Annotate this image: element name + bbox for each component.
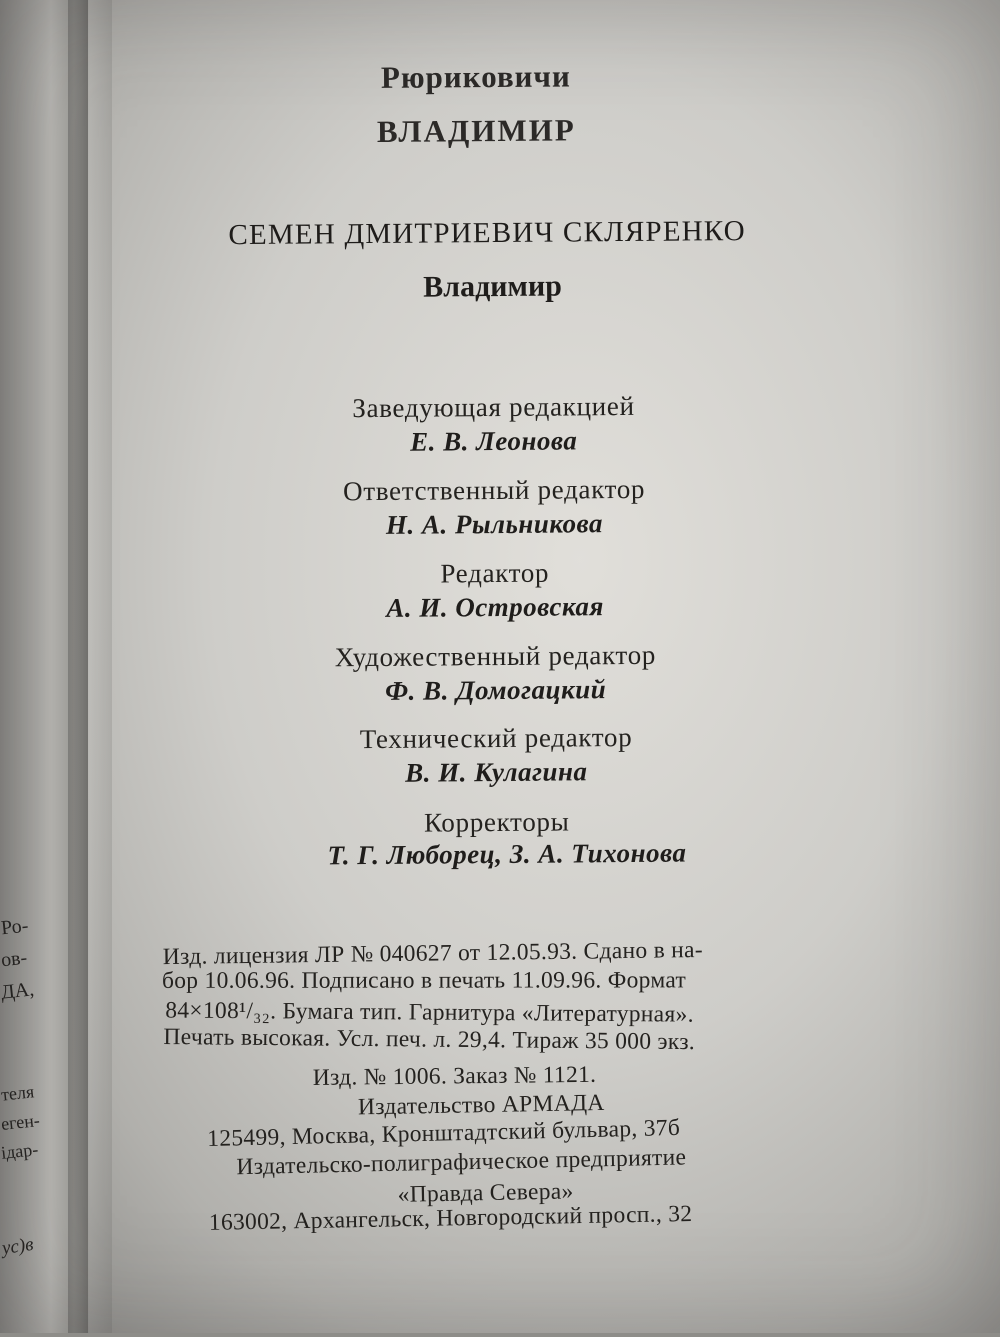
editorial-role: Художественный редактор bbox=[334, 639, 657, 673]
editorial-role: Корректоры bbox=[423, 806, 570, 838]
printing-house-address: 163002, Архангельск, Новгородский просп., 32 bbox=[208, 1200, 693, 1236]
left-page-fragment: ус)в bbox=[0, 1233, 35, 1260]
editorial-person: А. И. Островская bbox=[386, 591, 604, 623]
publisher-name: Издательство АРМАДА bbox=[357, 1089, 605, 1121]
printing-house-name: «Правда Севера» bbox=[397, 1178, 574, 1208]
imprint-line: Изд. № 1006. Заказ № 1121. bbox=[312, 1061, 597, 1091]
left-page-fragment: теля bbox=[0, 1081, 36, 1105]
editorial-person: Е. В. Леонова bbox=[410, 425, 578, 457]
editorial-person: Т. Г. Люборец, З. А. Тихонова bbox=[327, 837, 687, 871]
editorial-role: Заведующая редакцией bbox=[352, 390, 635, 424]
left-page-fragment: еген- bbox=[0, 1110, 41, 1134]
editorial-person: В. И. Кулагина bbox=[405, 756, 588, 788]
imprint-line: 84×108¹/₃₂. Бумага тип. Гарнитура «Литературная». bbox=[165, 997, 694, 1028]
imprint-line: бор 10.06.96. Подписано в печать 11.09.96. Формат bbox=[161, 967, 687, 994]
imprint-line: Печать высокая. Усл. печ. л. 29,4. Тираж 35 000 экз. bbox=[163, 1024, 696, 1056]
editorial-person: Н. А. Рыльникова bbox=[385, 508, 604, 540]
printing-house-label: Издательско-полиграфическое предприятие bbox=[236, 1144, 687, 1181]
editorial-role: Ответственный редактор bbox=[342, 473, 646, 507]
series-title: Рюриковичи bbox=[380, 58, 571, 95]
left-page-fragment: Ро- bbox=[0, 914, 30, 940]
left-page-fragment: ідар- bbox=[0, 1139, 40, 1163]
series-book-title: ВЛАДИМИР bbox=[376, 112, 576, 149]
left-page-fragment: ов- bbox=[0, 946, 29, 972]
editorial-role: Редактор bbox=[440, 557, 550, 589]
publisher-address: 125499, Москва, Кронштадтский бульвар, 37б bbox=[206, 1114, 681, 1153]
editorial-role: Технический редактор bbox=[359, 721, 633, 755]
left-page-fragment: ДА, bbox=[0, 978, 36, 1004]
imprint-line: Изд. лицензия ЛР № 040627 от 12.05.93. Сдано в на- bbox=[162, 937, 704, 971]
editorial-person: Ф. В. Домогацкий bbox=[385, 674, 607, 706]
author-name: СЕМЕН ДМИТРИЕВИЧ СКЛЯРЕНКО bbox=[228, 215, 746, 252]
book-title: Владимир bbox=[423, 269, 563, 304]
